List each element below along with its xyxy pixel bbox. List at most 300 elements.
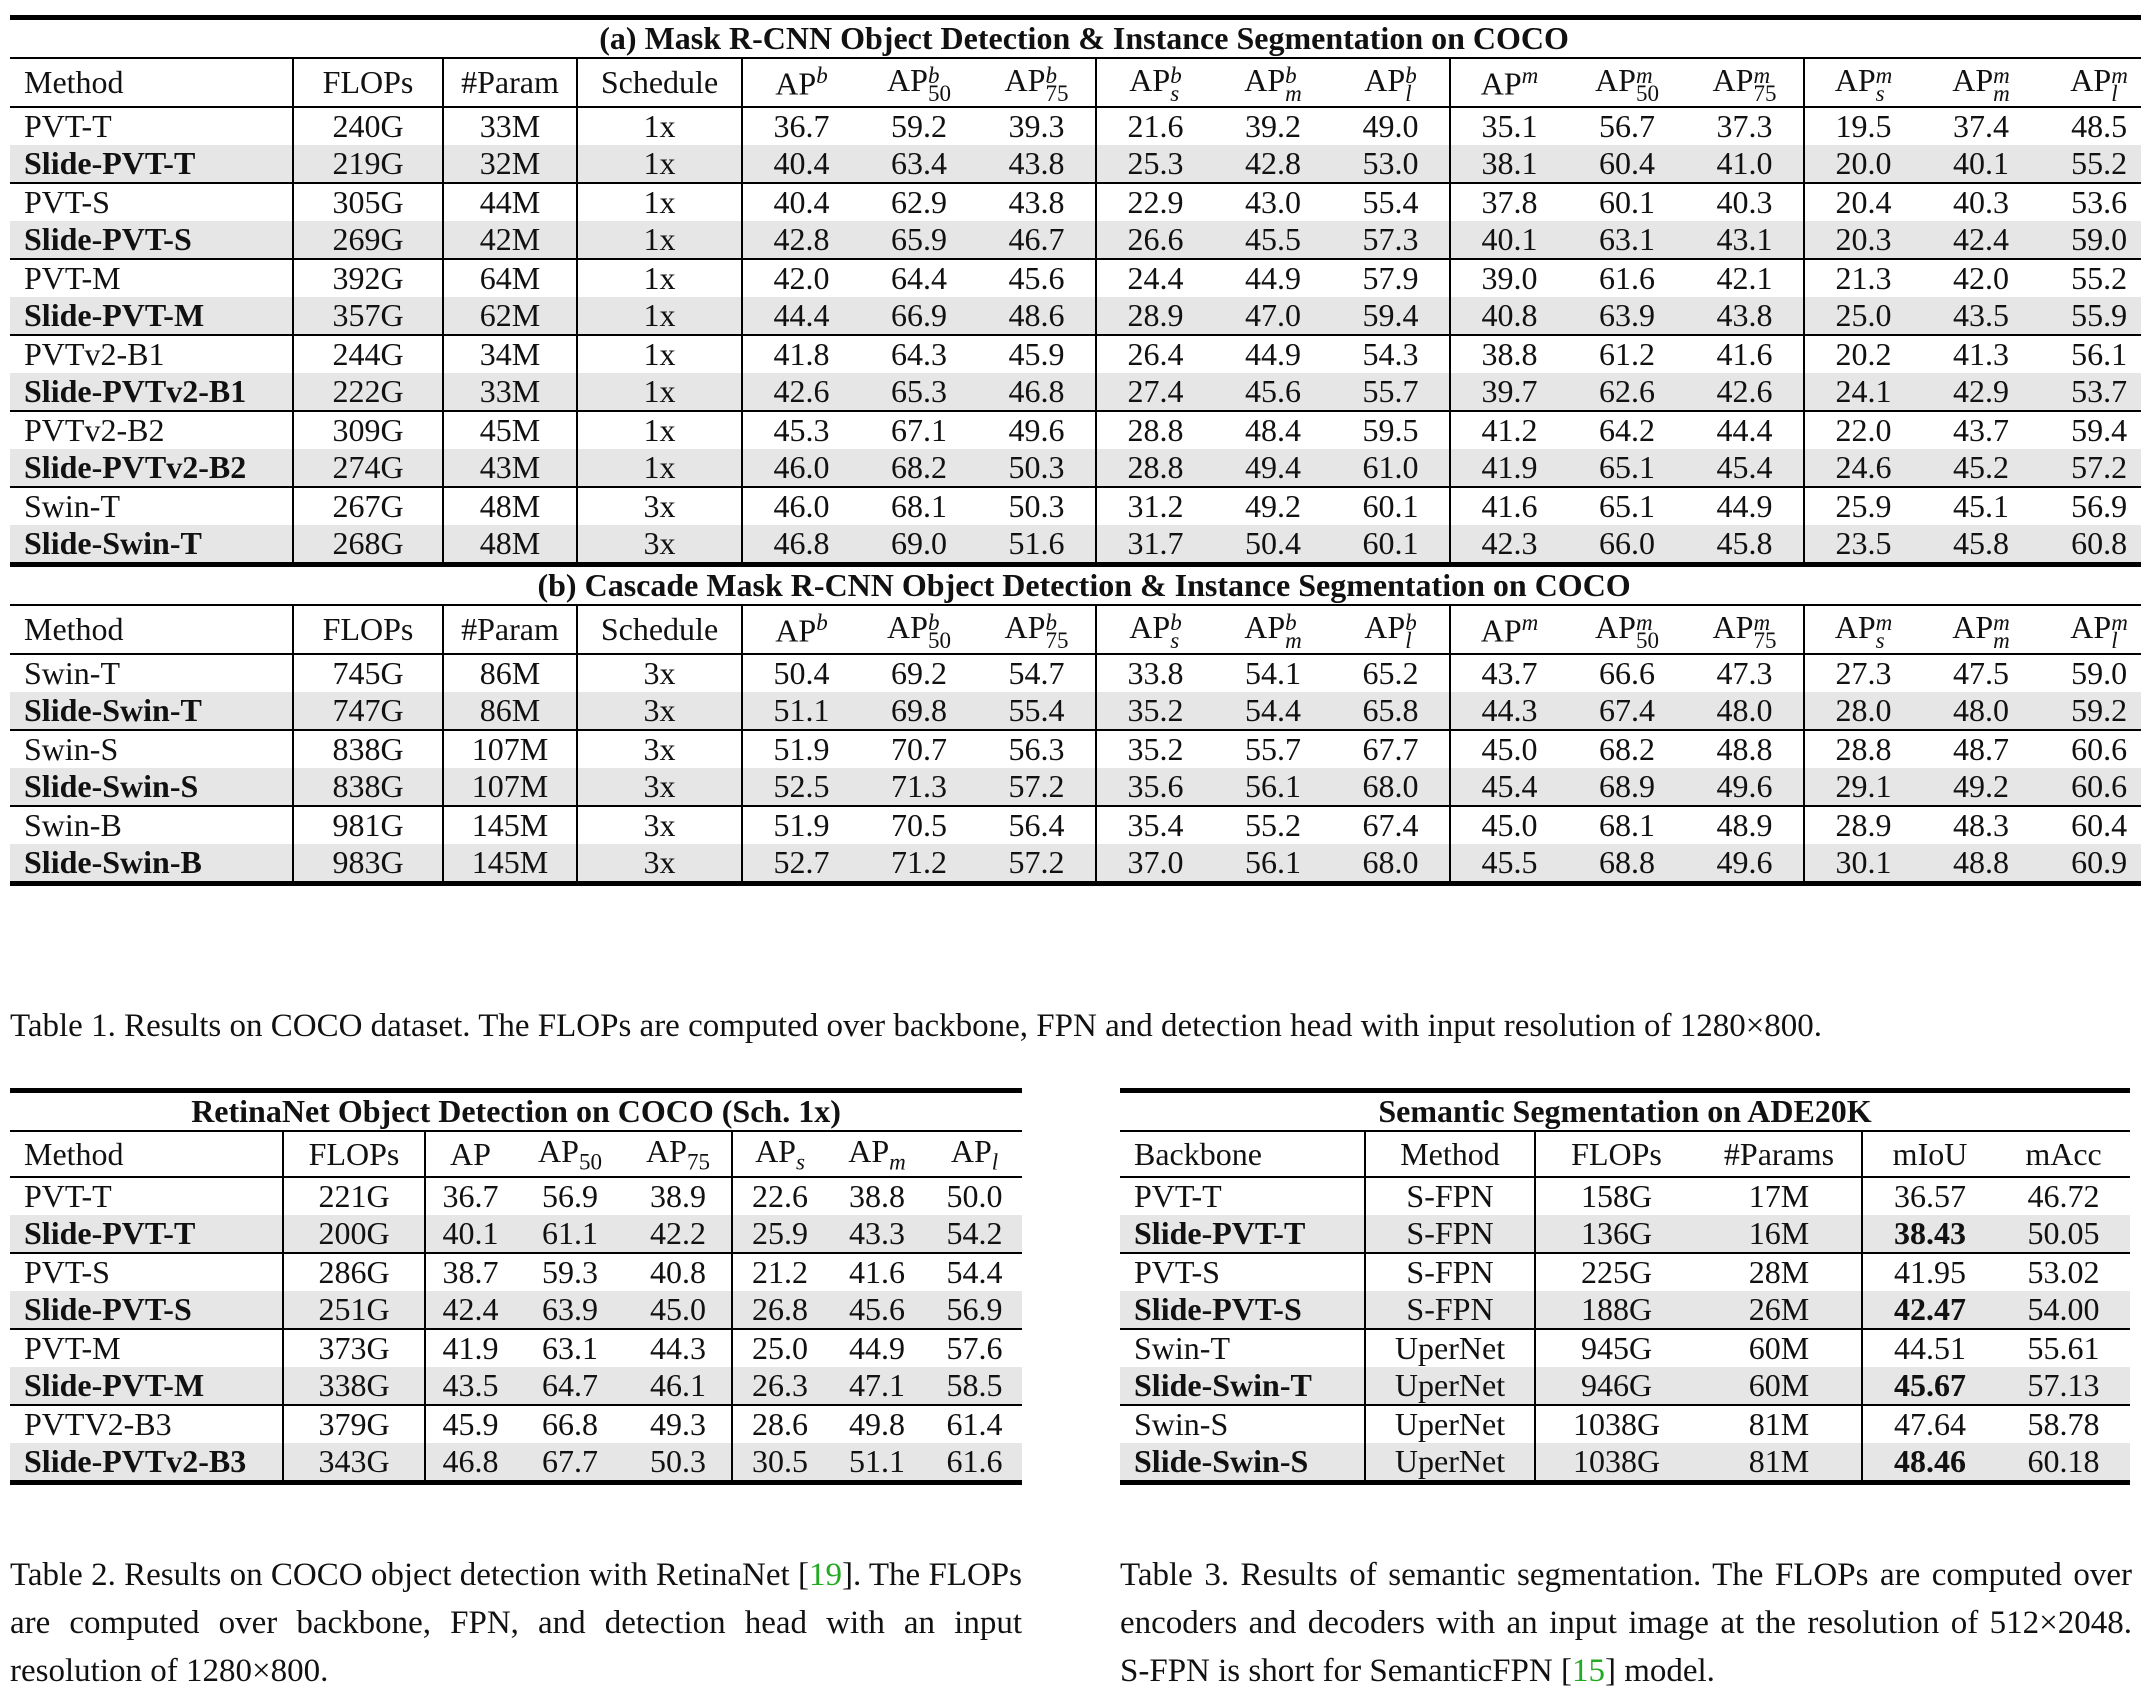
table1a-value-cell: 45.3 [742, 411, 860, 449]
table1a-col-header: AP m l [2040, 58, 2141, 107]
table1a-value-cell: 57.3 [1332, 221, 1450, 259]
table1a-value-cell: 38.8 [1450, 335, 1568, 373]
table1b-value-cell: 28.9 [1804, 806, 1922, 844]
table1a-value-cell: 47.0 [1214, 297, 1332, 335]
table2-method-cell: PVT-T [10, 1177, 283, 1215]
table1b-value-cell: 45.4 [1450, 768, 1568, 806]
table2-value-cell: 56.9 [927, 1291, 1022, 1329]
table1b-value-cell: 60.6 [2040, 730, 2141, 768]
table1b-value-cell: 51.9 [742, 806, 860, 844]
table1a-value-cell: 38.1 [1450, 145, 1568, 183]
table2-method-cell: PVT-M [10, 1329, 283, 1367]
table1b-value-cell: 56.4 [978, 806, 1096, 844]
table2-row [10, 1253, 1022, 1291]
table2-value-cell: 50.3 [625, 1443, 732, 1483]
table1b-value-cell: 54.7 [978, 654, 1096, 692]
table1b-value-cell: 52.5 [742, 768, 860, 806]
table1a-value-cell: 41.3 [1922, 335, 2040, 373]
table1a-value-cell: 20.0 [1804, 145, 1922, 183]
table1b-value-cell: 68.2 [1568, 730, 1686, 768]
table1a-value-cell: 28.9 [1096, 297, 1214, 335]
table2-value-cell: 373G [283, 1329, 425, 1367]
table1a-value-cell: 45.6 [1214, 373, 1332, 411]
table1a-value-cell: 24.4 [1096, 259, 1214, 297]
table1b-value-cell: 3x [577, 654, 742, 692]
table1a-value-cell: 60.1 [1332, 487, 1450, 525]
table1b-col-header: AP b 75 [978, 605, 1096, 654]
table1b-value-cell: 50.4 [742, 654, 860, 692]
table2-value-cell: 41.6 [827, 1253, 927, 1291]
table1a-value-cell: 53.6 [2040, 183, 2141, 221]
table1a-value-cell: 19.5 [1804, 107, 1922, 145]
table1b-value-cell: 3x [577, 806, 742, 844]
table1a-value-cell: 48M [443, 487, 577, 525]
table3-value-cell: 60M [1697, 1329, 1862, 1367]
table2-method-cell: Slide-PVT-M [10, 1367, 283, 1405]
table1a-method-cell: Slide-PVTv2-B1 [10, 373, 293, 411]
table1a-row [10, 297, 2141, 335]
table1a-value-cell: 46.0 [742, 449, 860, 487]
table2-value-cell: 45.9 [425, 1405, 515, 1443]
table1b-value-cell: 55.2 [1214, 806, 1332, 844]
table1a-value-cell: 42.3 [1450, 525, 1568, 565]
table1b-value-cell: 55.7 [1214, 730, 1332, 768]
table1b-row [10, 768, 2141, 806]
table-3-caption-text: Table 3. Results of semantic segmentation. The FLOPs are computed over encoders and decoders with an input image at the resolution of 512×2048. S-FPN is short for SemanticFPN [ [1120, 1557, 2132, 1689]
table1b-value-cell: 51.9 [742, 730, 860, 768]
table1a-value-cell: 64.4 [860, 259, 978, 297]
table3-value-cell: 58.78 [1997, 1405, 2130, 1443]
table2-value-cell: 379G [283, 1405, 425, 1443]
table2-value-cell: 25.9 [732, 1215, 827, 1253]
table1a-value-cell: 46.0 [742, 487, 860, 525]
table3-value-cell: 225G [1535, 1253, 1697, 1291]
table1a-value-cell: 50.4 [1214, 525, 1332, 565]
table1b-value-cell: 68.0 [1332, 844, 1450, 884]
table1a-value-cell: 244G [293, 335, 443, 373]
table1a-value-cell: 43.0 [1214, 183, 1332, 221]
table1a-header-row [10, 58, 2141, 107]
table1a-value-cell: 57.2 [2040, 449, 2141, 487]
table1a-value-cell: 23.5 [1804, 525, 1922, 565]
table1a-value-cell: 56.9 [2040, 487, 2141, 525]
table3-value-cell: 136G [1535, 1215, 1697, 1253]
table3-header-row [1120, 1131, 2130, 1177]
table2-row [10, 1367, 1022, 1405]
table1a-value-cell: 40.1 [1922, 145, 2040, 183]
table1a-value-cell: 39.2 [1214, 107, 1332, 145]
table-2-caption [10, 1551, 1022, 1695]
table1a-value-cell: 39.0 [1450, 259, 1568, 297]
table1a-value-cell: 1x [577, 449, 742, 487]
table3-value-cell: 47.64 [1862, 1405, 1997, 1443]
table3-row [1120, 1291, 2130, 1329]
table1a-value-cell: 65.3 [860, 373, 978, 411]
table2-col-header: $AP_m$ [827, 1131, 927, 1177]
table1a-value-cell: 1x [577, 259, 742, 297]
table1a-value-cell: 268G [293, 525, 443, 565]
table1b-value-cell: 71.2 [860, 844, 978, 884]
table1a-method-cell: Slide-PVT-T [10, 145, 293, 183]
table1b-value-cell: 145M [443, 806, 577, 844]
table2-value-cell: 46.1 [625, 1367, 732, 1405]
table3-value-cell: 26M [1697, 1291, 1862, 1329]
table1b-value-cell: 67.4 [1568, 692, 1686, 730]
table1b-row [10, 844, 2141, 884]
table1a-value-cell: 66.0 [1568, 525, 1686, 565]
table1b-value-cell: 47.3 [1686, 654, 1804, 692]
table3-value-cell: UperNet [1365, 1443, 1535, 1483]
table1b-value-cell: 29.1 [1804, 768, 1922, 806]
table1a-value-cell: 39.7 [1450, 373, 1568, 411]
table3-value-cell: 60M [1697, 1367, 1862, 1405]
table1b-col-header: FLOPs [293, 605, 443, 654]
table2-value-cell: 66.8 [515, 1405, 625, 1443]
table2-value-cell: 30.5 [732, 1443, 827, 1483]
table1a-value-cell: 59.4 [1332, 297, 1450, 335]
table1a-value-cell: 22.9 [1096, 183, 1214, 221]
table2-value-cell: 45.0 [625, 1291, 732, 1329]
table1a-value-cell: 222G [293, 373, 443, 411]
table1b-col-header: $AP^b$ [742, 605, 860, 654]
table2-row [10, 1177, 1022, 1215]
table1a-value-cell: 31.7 [1096, 525, 1214, 565]
table1b-row [10, 806, 2141, 844]
table1a-value-cell: 37.8 [1450, 183, 1568, 221]
table2-method-cell: Slide-PVTv2-B3 [10, 1443, 283, 1483]
table3-row [1120, 1329, 2130, 1367]
table3-row [1120, 1405, 2130, 1443]
table1a-method-cell: Slide-PVTv2-B2 [10, 449, 293, 487]
table1a-method-cell: Slide-PVT-M [10, 297, 293, 335]
table1b-value-cell: 47.5 [1922, 654, 2040, 692]
table1a-value-cell: 50.3 [978, 487, 1096, 525]
table1a-value-cell: 44.9 [1686, 487, 1804, 525]
table1a-value-cell: 48.5 [2040, 107, 2141, 145]
table1a-value-cell: 45.8 [1922, 525, 2040, 565]
table1a-col-header: $AP^b$ [742, 58, 860, 107]
table1b-value-cell: 35.2 [1096, 730, 1214, 768]
table-3-caption-text-end: ] model. [1604, 1653, 1715, 1689]
table1a-value-cell: 26.4 [1096, 335, 1214, 373]
table1b-value-cell: 68.8 [1568, 844, 1686, 884]
table1b-value-cell: 60.6 [2040, 768, 2141, 806]
table1a-value-cell: 40.1 [1450, 221, 1568, 259]
table1a-value-cell: 48M [443, 525, 577, 565]
table2-col-header: $AP_{50}$ [515, 1131, 625, 1177]
table2-value-cell: 43.5 [425, 1367, 515, 1405]
table1b-value-cell: 30.1 [1804, 844, 1922, 884]
table3-value-cell: 53.02 [1997, 1253, 2130, 1291]
table1b-col-header: AP b 50 [860, 605, 978, 654]
table1a-value-cell: 357G [293, 297, 443, 335]
table1a-col-header: #Param [443, 58, 577, 107]
table1b-value-cell: 56.1 [1214, 844, 1332, 884]
table1b-method-cell: Slide-Swin-B [10, 844, 293, 884]
table3-value-cell: 17M [1697, 1177, 1862, 1215]
table1a-value-cell: 26.6 [1096, 221, 1214, 259]
table3-value-cell: 81M [1697, 1443, 1862, 1483]
table1a-value-cell: 61.2 [1568, 335, 1686, 373]
table2-value-cell: 54.2 [927, 1215, 1022, 1253]
table1a-value-cell: 55.7 [1332, 373, 1450, 411]
table1b-value-cell: 49.6 [1686, 768, 1804, 806]
table1b-value-cell: 49.6 [1686, 844, 1804, 884]
table1b-method-cell: Swin-S [10, 730, 293, 768]
table1b-value-cell: 28.8 [1804, 730, 1922, 768]
table1a-value-cell: 41.6 [1450, 487, 1568, 525]
table1a-value-cell: 63.9 [1568, 297, 1686, 335]
table3-value-cell: UperNet [1365, 1329, 1535, 1367]
table1a-value-cell: 49.0 [1332, 107, 1450, 145]
table2-title: RetinaNet Object Detection on COCO (Sch. 1x) [10, 1091, 1022, 1132]
table2-col-header: $AP_s$ [732, 1131, 827, 1177]
table1a-value-cell: 24.1 [1804, 373, 1922, 411]
table1a-value-cell: 28.8 [1096, 411, 1214, 449]
table1a-value-cell: 219G [293, 145, 443, 183]
table3-method-cell: PVT-T [1120, 1177, 1365, 1215]
table3-value-cell: UperNet [1365, 1367, 1535, 1405]
table1a-value-cell: 37.4 [1922, 107, 2040, 145]
table1b-method-cell: Slide-Swin-T [10, 692, 293, 730]
table1a-value-cell: 44.4 [742, 297, 860, 335]
table1b-value-cell: 57.2 [978, 844, 1096, 884]
table1a-value-cell: 56.7 [1568, 107, 1686, 145]
table-2-caption-text-end: ]. The FLOPs are computed over backbone, FPN, and detection head with an input resolution of 1280×800. [10, 1557, 1022, 1689]
table1a-value-cell: 61.0 [1332, 449, 1450, 487]
table3-method-cell: Slide-Swin-T [1120, 1367, 1365, 1405]
table1b-value-cell: 27.3 [1804, 654, 1922, 692]
table1b-value-cell: 65.2 [1332, 654, 1450, 692]
table2-value-cell: 40.8 [625, 1253, 732, 1291]
table1a-col-header: AP b 75 [978, 58, 1096, 107]
table1a-value-cell: 43.1 [1686, 221, 1804, 259]
table3-method-cell: Swin-S [1120, 1405, 1365, 1443]
citation-link-15[interactable]: 15 [1571, 1653, 1605, 1689]
table1a-value-cell: 42.6 [742, 373, 860, 411]
table1a-value-cell: 28.8 [1096, 449, 1214, 487]
table1a-value-cell: 61.6 [1568, 259, 1686, 297]
table1b-value-cell: 48.0 [1686, 692, 1804, 730]
table1a-value-cell: 68.1 [860, 487, 978, 525]
table2-value-cell: 42.2 [625, 1215, 732, 1253]
table3-row [1120, 1177, 2130, 1215]
table1a-value-cell: 32M [443, 145, 577, 183]
table1a-row [10, 449, 2141, 487]
table2-value-cell: 286G [283, 1253, 425, 1291]
table1b-value-cell: 54.1 [1214, 654, 1332, 692]
table1a-value-cell: 42.0 [1922, 259, 2040, 297]
table1b-value-cell: 69.2 [860, 654, 978, 692]
table1b-value-cell: 52.7 [742, 844, 860, 884]
table1b-value-cell: 51.1 [742, 692, 860, 730]
table1b-value-cell: 981G [293, 806, 443, 844]
table1b-value-cell: 3x [577, 844, 742, 884]
table1a-value-cell: 33M [443, 373, 577, 411]
table1a-value-cell: 42.9 [1922, 373, 2040, 411]
table1a-value-cell: 59.0 [2040, 221, 2141, 259]
table1b-value-cell: 35.4 [1096, 806, 1214, 844]
table3-value-cell: S-FPN [1365, 1291, 1535, 1329]
table3-col-header: Method [1365, 1131, 1535, 1177]
table1a-row [10, 107, 2141, 145]
table1a-value-cell: 65.1 [1568, 449, 1686, 487]
table1b-row [10, 730, 2141, 768]
table1b-value-cell: 107M [443, 730, 577, 768]
table1a-value-cell: 24.6 [1804, 449, 1922, 487]
table1a-value-cell: 34M [443, 335, 577, 373]
table1a-value-cell: 43M [443, 449, 577, 487]
table1a-value-cell: 55.2 [2040, 259, 2141, 297]
table2-col-header: Method [10, 1131, 283, 1177]
table1a-row [10, 183, 2141, 221]
table1a-value-cell: 37.3 [1686, 107, 1804, 145]
table1b-value-cell: 3x [577, 730, 742, 768]
table2-value-cell: 50.0 [927, 1177, 1022, 1215]
table1b-value-cell: 60.4 [2040, 806, 2141, 844]
table1b-value-cell: 67.4 [1332, 806, 1450, 844]
table2-value-cell: 25.0 [732, 1329, 827, 1367]
table2-value-cell: 221G [283, 1177, 425, 1215]
table1a-value-cell: 1x [577, 107, 742, 145]
table1a-value-cell: 64.2 [1568, 411, 1686, 449]
table1a-row [10, 487, 2141, 525]
table1a-value-cell: 25.3 [1096, 145, 1214, 183]
table1a-value-cell: 41.9 [1450, 449, 1568, 487]
table1b-value-cell: 107M [443, 768, 577, 806]
table1b-value-cell: 48.7 [1922, 730, 2040, 768]
table-2-caption-text: Table 2. Results on COCO object detection with RetinaNet [ [10, 1557, 809, 1593]
table1a-value-cell: 57.9 [1332, 259, 1450, 297]
table1a-value-cell: 1x [577, 297, 742, 335]
table1a-col-header: $AP^m$ [1450, 58, 1568, 107]
table1a-value-cell: 59.5 [1332, 411, 1450, 449]
table-2-retinanet-results [10, 1088, 1022, 1485]
table1b-header-row [10, 605, 2141, 654]
table1b-col-header: $AP^m$ [1450, 605, 1568, 654]
table1a-value-cell: 60.4 [1568, 145, 1686, 183]
table3-method-cell: Slide-PVT-T [1120, 1215, 1365, 1253]
table2-value-cell: 338G [283, 1367, 425, 1405]
table1a-method-cell: Slide-Swin-T [10, 525, 293, 565]
table1a-row [10, 221, 2141, 259]
table3-title: Semantic Segmentation on ADE20K [1120, 1091, 2130, 1132]
table2-value-cell: 38.8 [827, 1177, 927, 1215]
table1b-value-cell: 86M [443, 654, 577, 692]
table1a-value-cell: 1x [577, 221, 742, 259]
table1a-value-cell: 45.8 [1686, 525, 1804, 565]
table2-value-cell: 49.3 [625, 1405, 732, 1443]
table2-value-cell: 56.9 [515, 1177, 625, 1215]
table1b-value-cell: 745G [293, 654, 443, 692]
table2-value-cell: 251G [283, 1291, 425, 1329]
table1a-value-cell: 45.4 [1686, 449, 1804, 487]
table3-value-cell: 81M [1697, 1405, 1862, 1443]
table1a-value-cell: 40.3 [1686, 183, 1804, 221]
table2-value-cell: 59.3 [515, 1253, 625, 1291]
table1a-value-cell: 59.4 [2040, 411, 2141, 449]
table1b-col-header: Method [10, 605, 293, 654]
table1b-value-cell: 65.8 [1332, 692, 1450, 730]
table1a-value-cell: 60.1 [1332, 525, 1450, 565]
table3-value-cell: S-FPN [1365, 1253, 1535, 1291]
table1a-value-cell: 59.2 [860, 107, 978, 145]
table1a-value-cell: 3x [577, 525, 742, 565]
table1a-value-cell: 53.7 [2040, 373, 2141, 411]
table3-value-cell: 188G [1535, 1291, 1697, 1329]
table1b-col-header: AP m 75 [1686, 605, 1804, 654]
citation-link-19[interactable]: 19 [808, 1557, 842, 1593]
table1b-value-cell: 68.0 [1332, 768, 1450, 806]
table3-value-cell: 55.61 [1997, 1329, 2130, 1367]
table1a-value-cell: 45M [443, 411, 577, 449]
table2-value-cell: 51.1 [827, 1443, 927, 1483]
table1a-value-cell: 65.1 [1568, 487, 1686, 525]
table1a-col-header: AP m 50 [1568, 58, 1686, 107]
table1b-method-cell: Swin-B [10, 806, 293, 844]
table1a-value-cell: 274G [293, 449, 443, 487]
table2-value-cell: 46.8 [425, 1443, 515, 1483]
table2-value-cell: 49.8 [827, 1405, 927, 1443]
table1a-value-cell: 35.1 [1450, 107, 1568, 145]
table1a-value-cell: 41.0 [1686, 145, 1804, 183]
table3-value-cell: 46.72 [1997, 1177, 2130, 1215]
table2-method-cell: PVT-S [10, 1253, 283, 1291]
table1b-col-header: AP m s [1804, 605, 1922, 654]
table1a-method-cell: Swin-T [10, 487, 293, 525]
table1a-value-cell: 44M [443, 183, 577, 221]
table2-value-cell: 61.4 [927, 1405, 1022, 1443]
table-1-coco-results [10, 15, 2141, 886]
table2-value-cell: 44.3 [625, 1329, 732, 1367]
table1a-value-cell: 42.1 [1686, 259, 1804, 297]
table1b-value-cell: 70.7 [860, 730, 978, 768]
table1a-value-cell: 42.6 [1686, 373, 1804, 411]
table2-value-cell: 44.9 [827, 1329, 927, 1367]
table2-value-cell: 43.3 [827, 1215, 927, 1253]
table1a-value-cell: 309G [293, 411, 443, 449]
table1a-value-cell: 42.0 [742, 259, 860, 297]
table1a-value-cell: 49.4 [1214, 449, 1332, 487]
table3-value-cell: 36.57 [1862, 1177, 1997, 1215]
table3-value-cell: 60.18 [1997, 1443, 2130, 1483]
table1b-value-cell: 59.0 [2040, 654, 2141, 692]
table1b-value-cell: 66.6 [1568, 654, 1686, 692]
table1b-value-cell: 60.9 [2040, 844, 2141, 884]
table1b-value-cell: 49.2 [1922, 768, 2040, 806]
table1b-value-cell: 48.0 [1922, 692, 2040, 730]
table1b-value-cell: 44.3 [1450, 692, 1568, 730]
table2-value-cell: 41.9 [425, 1329, 515, 1367]
table1a-col-header: AP m m [1922, 58, 2040, 107]
table2-value-cell: 26.8 [732, 1291, 827, 1329]
table1a-value-cell: 48.6 [978, 297, 1096, 335]
table1b-value-cell: 67.7 [1332, 730, 1450, 768]
table1b-title: (b) Cascade Mask R-CNN Object Detection & Instance Segmentation on COCO [537, 567, 1631, 603]
table1a-value-cell: 44.9 [1214, 335, 1332, 373]
table2-value-cell: 36.7 [425, 1177, 515, 1215]
table1a-method-cell: PVTv2-B1 [10, 335, 293, 373]
table1a-value-cell: 63.4 [860, 145, 978, 183]
table1a-method-cell: PVTv2-B2 [10, 411, 293, 449]
table1b-col-header: AP m 50 [1568, 605, 1686, 654]
table-3-caption [1120, 1551, 2132, 1695]
table3-col-header: mAcc [1997, 1131, 2130, 1177]
table2-row [10, 1443, 1022, 1483]
table1a-value-cell: 45.2 [1922, 449, 2040, 487]
table3-row [1120, 1367, 2130, 1405]
table1a-value-cell: 40.4 [742, 145, 860, 183]
